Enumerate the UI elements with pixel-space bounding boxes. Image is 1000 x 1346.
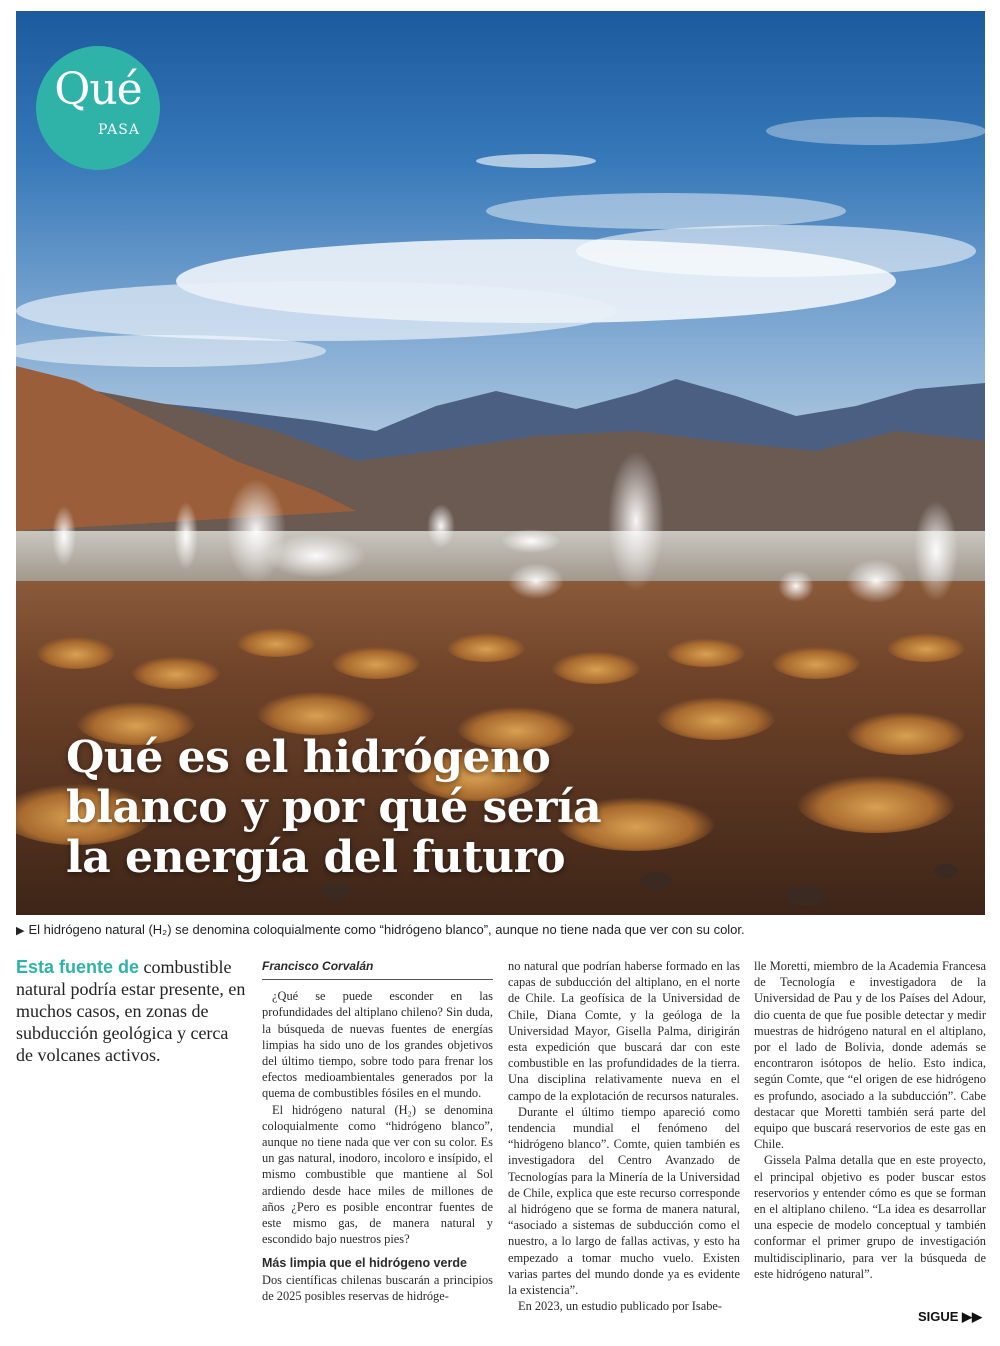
lead-highlight: Esta fuente de [16, 957, 140, 977]
paragraph: El hidrógeno natural (H₂) se denomina coloquialmente como “hidrógeno blanco”, aunque no tiene nada que ver con su color. Es un gas natural, inodoro, incoloro e insípido, el mismo combustible que mantiene al Sol ardiendo desde hace miles de millones de años ¿Pero es posible encontrar fuentes de este mismo gas, de manera natural y escondido bajo nuestros pies? [262, 1102, 493, 1247]
paragraph: Durante el último tiempo apareció como tendencia mundial el fenómeno del “hidrógeno blanco”. Comte, quien también es investigadora del Centro Avanzado de Tecnologías para la Minería de la Universidad de Chile, explica que este recurso corresponde al hidrógeno que se forma de manera natural, “asociado a sistemas de subducción como el nuestro, a lo largo de fallas activas, y esto ha empezado a tomar mucho vuelo. Existen varias partes del mundo donde ya es evidente la existencia”. [508, 1104, 740, 1298]
article-headline [66, 733, 686, 883]
lead-paragraph [16, 956, 246, 1066]
headline-line-2: blanco y por qué sería [66, 782, 602, 833]
section-subhead: Más limpia que el hidrógeno verde [262, 1256, 467, 1271]
que-pasa-badge [36, 46, 160, 170]
paragraph: lle Moretti, miembro de la Academia Francesa de Tecnología e investigadora de la Universidad de Pau y de los Países del Adour, dio cuenta de que fue posible detectar y medir muestras de hidrógeno natural en el altiplano, por el lado de Bolivia, donde además se encontraron isótopos de helio. Esto indica, según Comte, que “el origen de ese hidrógeno es profundo, asociado a la subducción”. Cabe destacar que Moretti también será parte del equipo que buscará reservorios de este gas en Chile. [754, 959, 986, 1152]
hero-photo [16, 11, 985, 915]
headline-line-3: la energía del futuro [66, 832, 566, 883]
paragraph: Dos científicas chilenas buscarán a principios de 2025 posibles reservas de hidróge- [262, 1272, 493, 1303]
photo-caption [16, 922, 986, 937]
caption-text: El hidrógeno natural (H₂) se denomina coloquialmente como “hidrógeno blanco”, aunque no tiene nada que ver con su color. [28, 922, 745, 937]
author-byline: Francisco Corvalán [262, 958, 493, 980]
paragraph: no natural que podrían haberse formado en las capas de subducción del altiplano, en el norte de Chile. La geofísica de la Universidad de Chile, Diana Comte, y la geóloga de la Universidad Mayor, Gisella Palma, dirigirán esta expedición que buscará dar con este combustible en las profundidades de la tierra. Una disciplina relativamente nueva en el campo de la explotación de recursos naturales. [508, 959, 740, 1103]
article-column-2 [508, 958, 740, 1314]
article-column-1 [262, 958, 493, 1304]
headline-line-1: Qué es el hidrógeno [66, 732, 551, 783]
continue-link[interactable]: SIGUE ▶▶ [917, 1309, 982, 1324]
paragraph: Gissela Palma detalla que en este proyecto, el principal objetivo es poder buscar estos reservorios y entender cómo es que se forman en el altiplano chileno. “La idea es desarrollar una especie de modelo conceptual y también conformar el primer grupo de investigación multidisciplinario, para ver la búsqueda de este hidrógeno natural”. [754, 1153, 986, 1281]
lead-text: combustible natural podría estar presente, en muchos casos, en zonas de subducción geológica y cerca de volcanes activos. [16, 957, 246, 1065]
paragraph: En 2023, un estudio publicado por Isabe- [518, 1299, 723, 1314]
badge-word: Qué [54, 64, 142, 115]
badge-sub: PASA [98, 122, 140, 138]
paragraph: ¿Qué se puede esconder en las profundidades del altiplano chileno? Sin duda, la búsqueda de nuevas fuentes de energías limpias ha sido uno de los grandes objetivos del último tiempo, sobre todo para frenar los efectos medioambientales generados por la quema de combustibles fósiles en el mundo. [262, 989, 493, 1101]
caption-arrow-icon: ▶ [16, 925, 25, 937]
article-column-3 [754, 958, 986, 1282]
